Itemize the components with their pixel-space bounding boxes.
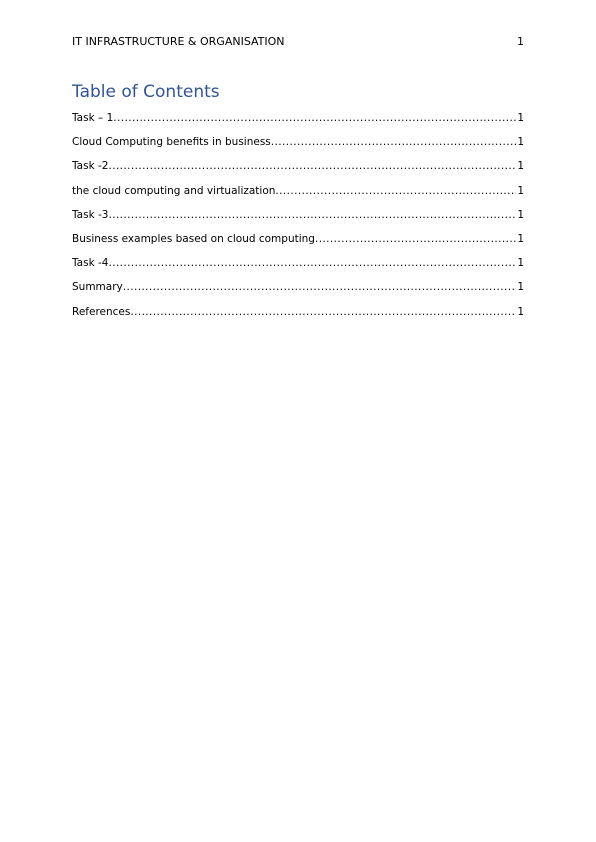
toc-entry-text: Task -3 bbox=[72, 208, 109, 221]
toc-leader-dots bbox=[315, 231, 516, 247]
toc-leader-dots bbox=[108, 158, 516, 174]
toc-entry-text: Business examples based on cloud computing bbox=[72, 232, 315, 245]
toc-list bbox=[72, 110, 524, 328]
toc-entry-page: 1 bbox=[517, 305, 524, 318]
toc-leader-dots bbox=[108, 207, 516, 223]
toc-title: Table of Contents bbox=[72, 82, 220, 102]
page-number: 1 bbox=[517, 35, 524, 48]
toc-entry-text: Task – 1 bbox=[72, 112, 114, 124]
toc-entry-task-3[interactable] bbox=[72, 207, 524, 231]
toc-leader-dots bbox=[113, 110, 516, 126]
toc-entry-task-2[interactable] bbox=[72, 158, 524, 182]
toc-entry-page: 1 bbox=[517, 160, 524, 173]
toc-entry-page: 1 bbox=[517, 112, 524, 124]
toc-entry-summary[interactable] bbox=[72, 279, 524, 303]
toc-entry-references[interactable] bbox=[72, 304, 524, 328]
toc-entry-page: 1 bbox=[517, 208, 524, 221]
toc-entry-page: 1 bbox=[517, 184, 524, 197]
toc-entry-page: 1 bbox=[517, 281, 524, 294]
toc-entry-task-4[interactable] bbox=[72, 255, 524, 279]
page-header bbox=[72, 34, 524, 50]
toc-leader-dots bbox=[130, 304, 516, 320]
running-title: IT INFRASTRUCTURE & ORGANISATION bbox=[72, 35, 285, 48]
toc-entry-page: 1 bbox=[517, 232, 524, 245]
toc-entry-text: References bbox=[72, 305, 131, 318]
toc-entry-text: Cloud Computing benefits in business bbox=[72, 136, 271, 149]
toc-entry-business-examples[interactable] bbox=[72, 231, 524, 255]
toc-entry-text: the cloud computing and virtualization bbox=[72, 184, 276, 197]
toc-entry-text: Task -2 bbox=[72, 160, 109, 173]
toc-entry-text: Summary bbox=[72, 281, 123, 294]
toc-leader-dots bbox=[123, 279, 517, 295]
toc-entry-virtualization[interactable] bbox=[72, 183, 524, 207]
toc-leader-dots bbox=[275, 183, 516, 199]
toc-entry-page: 1 bbox=[517, 136, 524, 149]
toc-entry-page: 1 bbox=[517, 257, 524, 270]
toc-entry-cloud-benefits[interactable] bbox=[72, 134, 524, 158]
toc-entry-task-1[interactable] bbox=[72, 110, 524, 134]
toc-leader-dots bbox=[108, 255, 516, 271]
toc-leader-dots bbox=[271, 134, 517, 150]
toc-entry-text: Task -4 bbox=[72, 257, 109, 270]
